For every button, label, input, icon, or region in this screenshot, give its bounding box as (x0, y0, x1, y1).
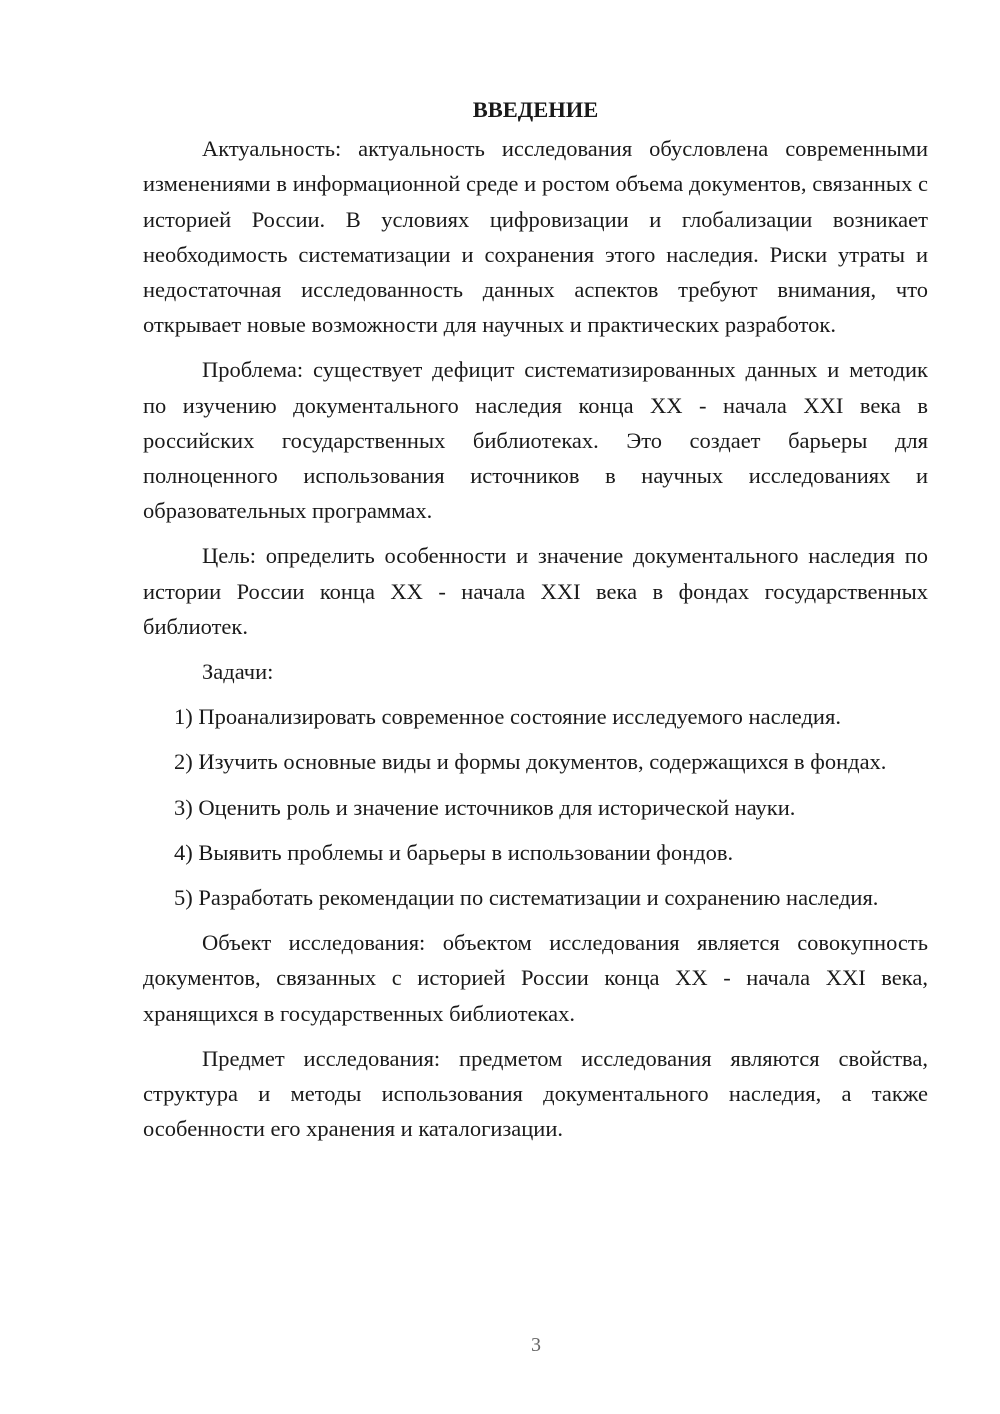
task-item-2: 2) Изучить основные виды и формы документов, содержащихся в фондах. (174, 749, 887, 775)
relevance-paragraph: Актуальность: актуальность исследования обусловлена современными изменениями в информационной среде и ростом объема документов, связанных с историей России. В условиях цифровизации и глобализации возникает необходимость систематизации и сохранения этого наследия. Риски утраты и недостаточная исследованность данных аспектов требуют внимания, что открывает новые возможности для научных и практических разработок. (143, 136, 928, 338)
page-number: 3 (531, 1334, 541, 1356)
task-item-3: 3) Оценить роль и значение источников для исторической науки. (174, 794, 796, 820)
goal-paragraph: Цель: определить особенности и значение документального наследия по истории России конца XX - начала XXI века в фондах государственных библиотек. (143, 543, 928, 639)
problem-paragraph: Проблема: существует дефицит систематизированных данных и методик по изучению документального наследия конца XX - начала XXI века в российских государственных библиотеках. Это создает барьеры для полноценного использования источников в научных исследованиях и образовательных программах. (143, 357, 928, 524)
tasks-heading: Задачи: (202, 659, 274, 685)
task-item-1: 1) Проанализировать современное состояние исследуемого наследия. (174, 704, 841, 730)
document-page (143, 92, 928, 1156)
object-paragraph: Объект исследования: объектом исследования является совокупность документов, связанных с историей России конца XX - начала XXI века, хранящихся в государственных библиотеках. (143, 930, 928, 1026)
page-title: ВВЕДЕНИЕ (472, 97, 599, 122)
subject-paragraph: Предмет исследования: предметом исследования являются свойства, структура и методы использования документального наследия, а также особенности его хранения и каталогизации. (143, 1045, 928, 1142)
task-item-4: 4) Выявить проблемы и барьеры в использовании фондов. (174, 839, 734, 865)
task-item-5: 5) Разработать рекомендации по систематизации и сохранению наследия. (174, 885, 879, 911)
